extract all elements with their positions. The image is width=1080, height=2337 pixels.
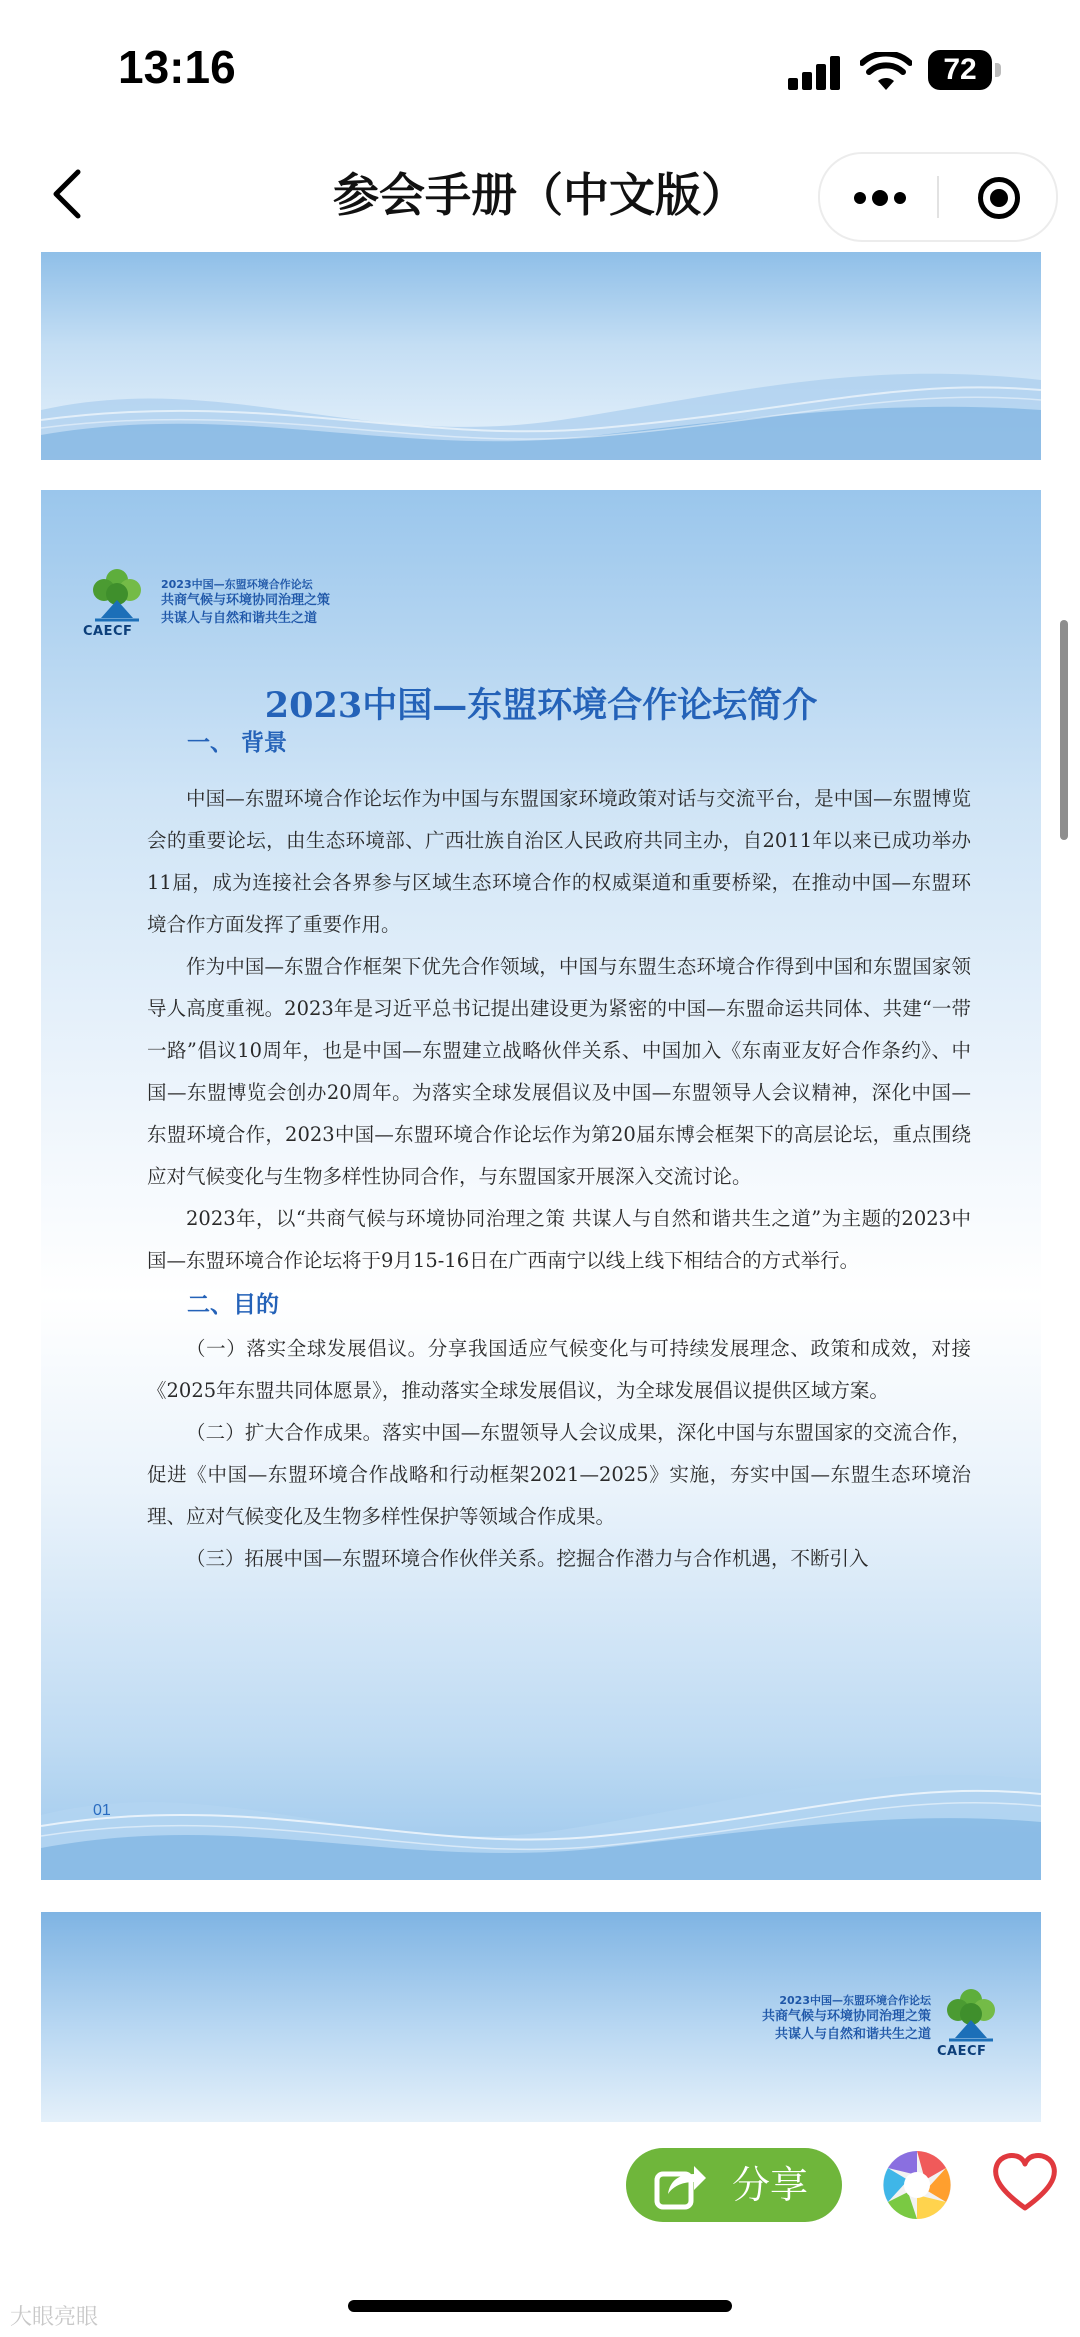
battery-icon	[928, 50, 1002, 90]
forum-header	[717, 1992, 931, 2044]
document-body	[147, 729, 971, 1580]
heart-favorite-icon[interactable]	[990, 2150, 1060, 2214]
share-button[interactable]	[626, 2148, 842, 2222]
mini-program-capsule	[818, 152, 1058, 242]
camera-aperture-icon[interactable]	[880, 2148, 954, 2222]
paragraph: （三）拓展中国—东盟环境合作伙伴关系。挖掘合作潜力与合作机遇，不断引入	[186, 1547, 869, 1570]
section-heading-purpose: 二、目的	[187, 1291, 279, 1318]
forum-theme-line1: 共商气候与环境协同治理之策	[161, 593, 331, 608]
document-title: 2023中国—东盟环境合作论坛简介	[264, 685, 818, 726]
forum-name: 2023中国—东盟环境合作论坛	[161, 578, 313, 591]
logo-text: CAECF	[937, 2044, 987, 2059]
paragraph: 作为中国—东盟合作框架下优先合作领域，中国与东盟生态环境合作得到中国和东盟国家领导人高度重视。2023年是习近平总书记提出建设更为紧密的中国—东盟命运共同体、共建“一带一路”倡议10周年，也是中国—东盟建立战略伙伴关系、中国加入《东南亚友好合作条约》、中国—东盟博览会创办20周年。为落实全球发展倡议及中国—东盟领导人会议精神，深化中国—东盟环境合作，2023中国—东盟环境合作论坛作为第20届东博会框架下的高层论坛，重点围绕应对气候变化与生物多样性协同合作，与东盟国家开展深入交流讨论。	[147, 955, 971, 1188]
share-icon	[654, 2160, 708, 2210]
home-indicator[interactable]	[348, 2300, 732, 2312]
status-time: 13:16	[118, 41, 236, 93]
forum-theme-line2: 共谋人与自然和谐共生之道	[774, 2027, 931, 2042]
wifi-icon	[860, 52, 912, 92]
document-page-cover-bottom	[41, 252, 1041, 460]
document-page-1	[41, 490, 1041, 1880]
caecf-logo-icon	[941, 1986, 1001, 2058]
wave-decoration	[41, 1730, 1041, 1880]
page-title: 参会手册（中文版）	[333, 168, 747, 222]
back-chevron-icon[interactable]	[40, 162, 100, 226]
section-heading-background: 一、 背景	[187, 729, 288, 756]
wave-decoration	[41, 340, 1041, 460]
caecf-logo-icon	[87, 566, 147, 638]
battery-level: 72	[943, 53, 977, 86]
scrollbar[interactable]	[1060, 620, 1068, 840]
logo-text: CAECF	[83, 624, 133, 639]
status-bar	[0, 0, 1080, 140]
forum-header	[161, 576, 330, 628]
nav-bar	[0, 140, 1080, 250]
cellular-signal-icon	[788, 56, 842, 90]
more-options-button[interactable]	[820, 154, 936, 240]
paragraph: 中国—东盟环境合作论坛作为中国与东盟国家环境政策对话与交流平台，是中国—东盟博览会的重要论坛，由生态环境部、广西壮族自治区人民政府共同主办，自2011年以来已成功举办11届，成为连接社会各界参与区域生态环境合作的权威渠道和重要桥梁，在推动中国—东盟环境合作方面发挥了重要作用。	[147, 787, 971, 936]
capsule-divider	[937, 176, 939, 218]
page-number: 01	[93, 1802, 111, 1819]
more-dots-icon	[854, 192, 866, 204]
document-page-2-top	[41, 1912, 1041, 2122]
paragraph: （二）扩大合作成果。落实中国—东盟领导人会议成果，深化中国与东盟国家的交流合作，促进《中国—东盟环境合作战略和行动框架2021—2025》实施，夯实中国—东盟生态环境治理、应对气候变化及生物多样性保护等领域合作成果。	[147, 1421, 971, 1528]
forum-name: 2023中国—东盟环境合作论坛	[779, 1994, 931, 2007]
forum-theme-line2: 共谋人与自然和谐共生之道	[161, 611, 318, 626]
forum-theme-line1: 共商气候与环境协同治理之策	[761, 2009, 931, 2024]
paragraph: （一）落实全球发展倡议。分享我国适应气候变化与可持续发展理念、政策和成效，对接《2025年东盟共同体愿景》，推动落实全球发展倡议，为全球发展倡议提供区域方案。	[147, 1337, 971, 1402]
close-mini-program-button[interactable]	[940, 154, 1056, 240]
share-label: 分享	[732, 2163, 809, 2207]
paragraph: 2023年，以“共商气候与环境协同治理之策 共谋人与自然和谐共生之道”为主题的2023中国—东盟环境合作论坛将于9月15-16日在广西南宁以线上线下相结合的方式举行。	[147, 1207, 971, 1272]
watermark: 大眼亮眼	[10, 2305, 99, 2330]
